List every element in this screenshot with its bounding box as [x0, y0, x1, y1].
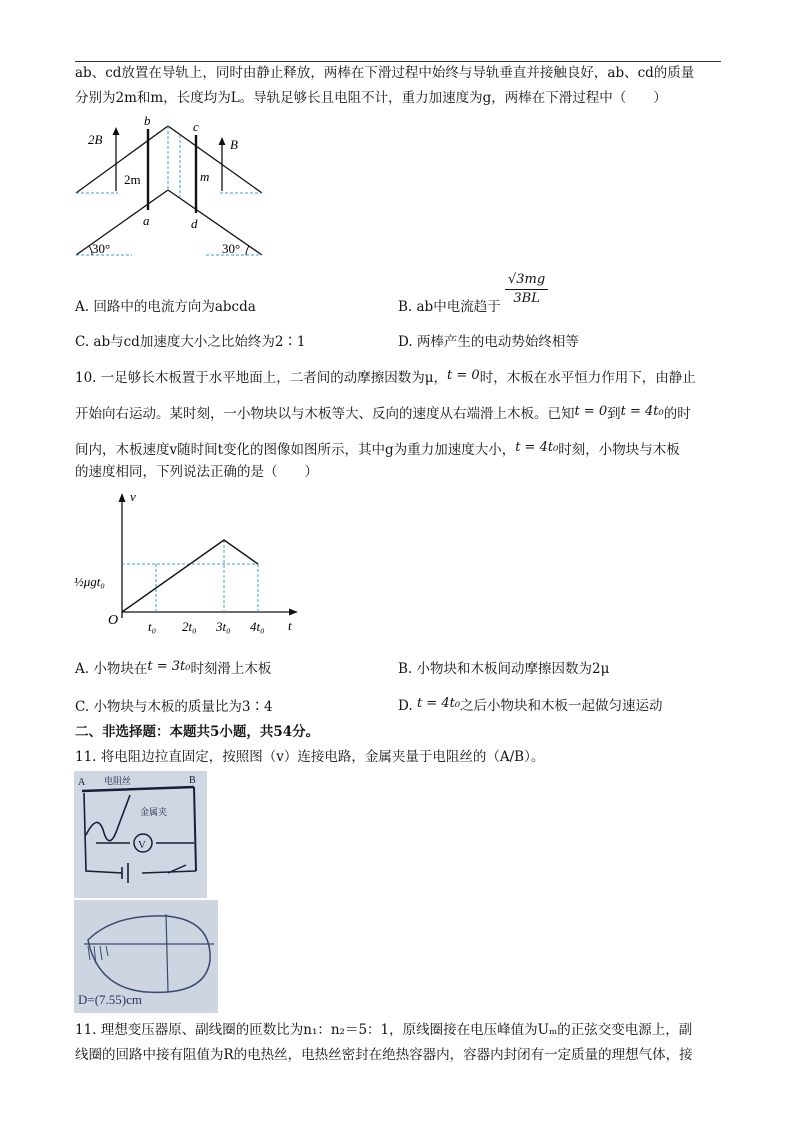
label-angle-right: 30° — [222, 241, 241, 256]
label-c: c — [193, 119, 199, 134]
q9-option-b-prefix: B. ab中电流趋于 — [398, 299, 501, 315]
x-tick-label: 3t₀ — [216, 619, 231, 634]
x-axis-label: t — [288, 618, 292, 633]
q11-second-line-1: 11. 理想变压器原、副线圈的匝数比为n₁：n₂＝5：1，原线圈接在电压峰值为Uₘ的正弦交变电源上，副 — [75, 1022, 693, 1038]
label-2m: 2m — [124, 172, 141, 187]
q10-line-2-to: 到 — [607, 406, 621, 422]
circuit-sketch — [74, 771, 207, 898]
photo-label-b: B — [189, 775, 196, 786]
caliper-reading: D=(7.55)cm — [78, 992, 143, 1007]
y-axis-label: v — [130, 489, 136, 504]
fraction-denominator: 3BL — [513, 291, 540, 306]
q10-option-d-suffix: 之后小物块和木板一起做匀速运动 — [460, 698, 663, 714]
q10-line-2-b: 的时 — [663, 406, 691, 422]
q11-second-line-2: 线圈的回路中接有阻值为R的电热丝，电热丝密封在绝热容器内，容器内封闭有一定质量的理想气体，接 — [75, 1047, 693, 1063]
y-axis-arrow — [119, 493, 126, 502]
q9-rail-figure — [72, 113, 272, 263]
x-axis-arrow — [289, 609, 298, 616]
q9-option-b — [398, 297, 501, 317]
origin-label: O — [108, 613, 119, 628]
caliper-sketch — [74, 900, 218, 1013]
q10-option-a-math: t = 3t₀ — [147, 659, 191, 674]
q11-first-text: 11. 将电阻边拉直固定，按照图（v）连接电路，金属夹量于电阻丝的（A/B）。 — [75, 749, 545, 765]
q9-line-2: 分别为2m和m，长度均为L。导轨足够长且电阻不计，重力加速度为g，两棒在下滑过程中（ ） — [75, 90, 667, 106]
x-tick-label: 4t₀ — [250, 619, 265, 634]
circuit-photo — [74, 771, 207, 898]
q10-math-t4-2: t = 4t₀ — [515, 440, 559, 455]
x-tick-label: t₀ — [148, 619, 157, 634]
label-B: B — [230, 137, 238, 152]
fraction-numerator: √3mg — [505, 271, 548, 290]
q10-math-t4: t = 4t₀ — [620, 404, 664, 419]
q10-option-a — [75, 657, 271, 679]
label-angle-left: 30° — [92, 241, 111, 256]
q10-vt-graph — [70, 486, 310, 646]
q10-line-1-a: 10. 一足够长木板置于水平地面上，二者间的动摩擦因数为μ， — [75, 370, 448, 386]
q10-option-d-math: t = 4t₀ — [416, 696, 461, 711]
photo-label-wire: 电阻丝 — [104, 776, 132, 786]
q10-math-t0-2: t = 0 — [574, 404, 608, 419]
q10-line-4: 的速度相同，下列说法正确的是（ ） — [75, 464, 318, 480]
voltmeter-label: V — [138, 839, 146, 851]
q10-math-t0: t = 0 — [447, 368, 480, 383]
q9-option-c: C. ab与cd加速度大小之比始终为2∶1 — [75, 334, 306, 350]
q10-line-2-a: 开始向右运动。某时刻，一小物块以与木板等大、反向的速度从右端滑上木板。已知 — [75, 406, 575, 422]
q9-option-b-fraction — [505, 271, 548, 308]
photo-label-a: A — [78, 777, 86, 788]
label-d: d — [191, 216, 198, 231]
q10-option-a-prefix: A. 小物块在 — [75, 661, 148, 677]
q10-option-a-suffix: 时刻滑上木板 — [190, 661, 272, 677]
label-b: b — [144, 113, 151, 128]
photo-label-clip: 金属夹 — [140, 807, 168, 817]
q10-line-1 — [75, 364, 725, 390]
section-2-heading: 二、非选择题：本题共5小题，共54分。 — [75, 724, 320, 740]
label-m: m — [200, 169, 210, 184]
q10-option-c: C. 小物块与木板的质量比为3∶4 — [75, 699, 273, 715]
caliper-photo — [74, 900, 218, 1013]
q10-line-3-a: 间内，木板速度v随时间t变化的图像如图所示，其中g为重力加速度大小， — [75, 442, 516, 458]
x-tick-label: 2t₀ — [182, 619, 197, 634]
q9-option-d: D. 两棒产生的电动势始终相等 — [398, 334, 579, 350]
q9-line-1: ab、cd放置在导轨上，同时由静止释放，两棒在下滑过程中始终与导轨垂直并接触良好，ab、cd的质量 — [75, 65, 695, 81]
y-tick-label: ½μgt₀ — [74, 574, 105, 589]
q10-option-d — [398, 694, 663, 716]
q9-option-a: A. 回路中的电流方向为abcda — [75, 299, 256, 315]
q10-line-3 — [75, 436, 725, 462]
q10-line-3-b: 时刻，小物块与木板 — [558, 442, 680, 458]
q10-option-d-prefix: D. — [398, 698, 413, 714]
q10-option-b: B. 小物块和木板间动摩擦因数为2μ — [398, 661, 610, 677]
label-2B: 2B — [88, 132, 103, 147]
label-a: a — [143, 213, 150, 228]
q10-line-1-b: 时，木板在水平恒力作用下，由静止 — [479, 370, 696, 386]
q10-line-2 — [75, 400, 725, 426]
velocity-line — [122, 540, 258, 612]
